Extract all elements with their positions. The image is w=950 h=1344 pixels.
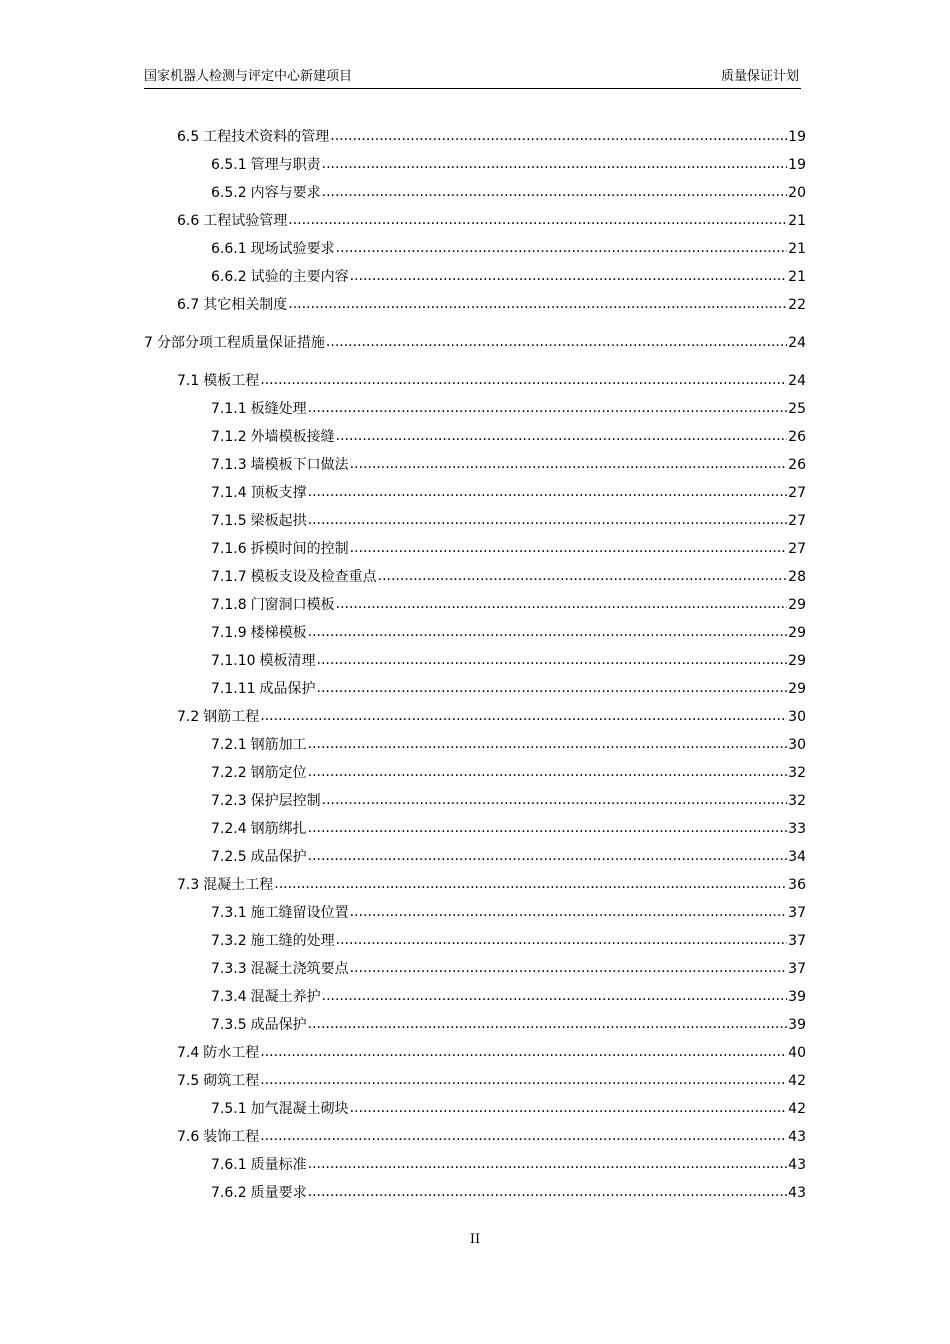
toc-entry-title: 顶板支撑 bbox=[250, 485, 307, 501]
toc-entry-title: 混凝土浇筑要点 bbox=[250, 961, 349, 977]
toc-entry[interactable] bbox=[211, 847, 806, 867]
toc-entry[interactable] bbox=[211, 987, 806, 1007]
toc-dot-leader bbox=[308, 1182, 788, 1202]
toc-entry-page: 19 bbox=[788, 157, 806, 173]
toc-entry-number: 7.1.1 bbox=[211, 401, 247, 417]
toc-entry-page: 42 bbox=[788, 1101, 806, 1117]
toc-entry-number: 7.3.2 bbox=[211, 933, 247, 949]
toc-entry[interactable] bbox=[177, 1043, 806, 1063]
toc-entry-number: 7.1.9 bbox=[211, 625, 247, 641]
toc-entry-title: 工程技术资料的管理 bbox=[203, 129, 330, 145]
toc-dot-leader bbox=[322, 790, 788, 810]
toc-entry-title: 模板清理 bbox=[259, 653, 316, 669]
toc-entry[interactable] bbox=[177, 875, 806, 895]
toc-dot-leader bbox=[336, 426, 788, 446]
toc-entry-title: 装饰工程 bbox=[203, 1129, 260, 1145]
toc-entry[interactable] bbox=[211, 679, 806, 699]
toc-entry[interactable] bbox=[177, 1127, 806, 1147]
toc-entry-page: 29 bbox=[788, 653, 806, 669]
toc-dot-leader bbox=[317, 650, 788, 670]
toc-entry-page: 32 bbox=[788, 793, 806, 809]
toc-entry[interactable] bbox=[211, 267, 806, 287]
toc-entry-number: 7.1.3 bbox=[211, 457, 247, 473]
toc-entry-number: 6.6 bbox=[177, 213, 200, 229]
toc-entry-title: 成品保护 bbox=[250, 849, 307, 865]
toc-entry-page: 42 bbox=[788, 1073, 806, 1089]
toc-entry-title: 工程试验管理 bbox=[203, 213, 288, 229]
toc-entry-page: 37 bbox=[788, 905, 806, 921]
toc-entry-number: 7.5 bbox=[177, 1073, 200, 1089]
toc-entry-title: 混凝土养护 bbox=[250, 989, 321, 1005]
toc-dot-leader bbox=[308, 846, 788, 866]
toc-entry-title: 保护层控制 bbox=[250, 793, 321, 809]
toc-entry[interactable] bbox=[211, 399, 806, 419]
toc-dot-leader bbox=[317, 678, 788, 698]
toc-entry-page: 43 bbox=[788, 1129, 806, 1145]
toc-dot-leader bbox=[308, 762, 788, 782]
toc-entry-number: 7.3.5 bbox=[211, 1017, 247, 1033]
toc-entry-number: 6.5.2 bbox=[211, 185, 247, 201]
toc-entry-title: 内容与要求 bbox=[250, 185, 321, 201]
toc-entry-title: 墙模板下口做法 bbox=[250, 457, 349, 473]
toc-entry-title: 加气混凝土砌块 bbox=[250, 1101, 349, 1117]
toc-dot-leader bbox=[322, 182, 788, 202]
toc-dot-leader bbox=[336, 238, 788, 258]
toc-entry-title: 钢筋工程 bbox=[203, 709, 260, 725]
toc-entry-title: 防水工程 bbox=[203, 1045, 260, 1061]
toc-entry[interactable] bbox=[177, 295, 806, 315]
toc-entry-number: 7.3.4 bbox=[211, 989, 247, 1005]
toc-entry-number: 7.1.7 bbox=[211, 569, 247, 585]
toc-entry-title: 施工缝留设位置 bbox=[250, 905, 349, 921]
toc-dot-leader bbox=[288, 294, 787, 314]
toc-entry[interactable] bbox=[211, 1183, 806, 1203]
toc-entry-title: 板缝处理 bbox=[250, 401, 307, 417]
toc-entry-number: 7.6.2 bbox=[211, 1185, 247, 1201]
toc-entry-title: 拆模时间的控制 bbox=[250, 541, 349, 557]
toc-entry-number: 7.3.1 bbox=[211, 905, 247, 921]
toc-entry-number: 7.1.6 bbox=[211, 541, 247, 557]
toc-entry[interactable] bbox=[211, 595, 806, 615]
toc-entry-page: 24 bbox=[788, 335, 806, 351]
toc-entry-title: 成品保护 bbox=[250, 1017, 307, 1033]
toc-entry-page: 37 bbox=[788, 961, 806, 977]
toc-dot-leader bbox=[322, 986, 788, 1006]
toc-dot-leader bbox=[260, 706, 787, 726]
toc-entry-page: 29 bbox=[788, 625, 806, 641]
toc-dot-leader bbox=[336, 594, 788, 614]
toc-entry[interactable] bbox=[177, 707, 806, 727]
toc-entry-number: 6.6.2 bbox=[211, 269, 247, 285]
toc-entry-page: 40 bbox=[788, 1045, 806, 1061]
toc-entry-number: 7.4 bbox=[177, 1045, 200, 1061]
toc-entry[interactable] bbox=[211, 763, 806, 783]
toc-entry-number: 6.5.1 bbox=[211, 157, 247, 173]
toc-entry[interactable] bbox=[144, 333, 806, 353]
toc-entry-page: 25 bbox=[788, 401, 806, 417]
toc-entry-page: 29 bbox=[788, 597, 806, 613]
toc-entry-number: 7.2.4 bbox=[211, 821, 247, 837]
toc-dot-leader bbox=[308, 734, 788, 754]
toc-entry-page: 20 bbox=[788, 185, 806, 201]
toc-entry-page: 22 bbox=[788, 297, 806, 313]
toc-dot-leader bbox=[350, 902, 788, 922]
toc-dot-leader bbox=[350, 266, 788, 286]
toc-entry[interactable] bbox=[211, 483, 806, 503]
toc-entry-number: 7.1 bbox=[177, 373, 200, 389]
header-document-title: 质量保证计划 bbox=[720, 69, 799, 84]
toc-entry-title: 钢筋加工 bbox=[250, 737, 307, 753]
toc-entry-number: 6.7 bbox=[177, 297, 200, 313]
toc-entry-number: 7.2.2 bbox=[211, 765, 247, 781]
toc-entry-page: 28 bbox=[788, 569, 806, 585]
toc-entry-page: 27 bbox=[788, 541, 806, 557]
toc-entry[interactable] bbox=[211, 1099, 806, 1119]
toc-entry-page: 21 bbox=[788, 241, 806, 257]
toc-entry-title: 质量标准 bbox=[250, 1157, 307, 1173]
toc-entry-title: 分部分项工程质量保证措施 bbox=[156, 335, 325, 351]
toc-entry[interactable] bbox=[211, 651, 806, 671]
toc-dot-leader bbox=[308, 482, 788, 502]
toc-entry-page: 30 bbox=[788, 709, 806, 725]
toc-entry-number: 7.2 bbox=[177, 709, 200, 725]
toc-entry-title: 外墙模板接缝 bbox=[250, 429, 335, 445]
toc-entry[interactable] bbox=[211, 931, 806, 951]
toc-entry-number: 7.3.3 bbox=[211, 961, 247, 977]
toc-entry[interactable] bbox=[211, 1155, 806, 1175]
toc-entry-title: 试验的主要内容 bbox=[250, 269, 349, 285]
toc-entry-page: 24 bbox=[788, 373, 806, 389]
toc-dot-leader bbox=[308, 1014, 788, 1034]
toc-entry-title: 钢筋定位 bbox=[250, 765, 307, 781]
toc-entry[interactable] bbox=[211, 455, 806, 475]
toc-entry-number: 7.2.3 bbox=[211, 793, 247, 809]
toc-entry[interactable] bbox=[177, 127, 806, 147]
toc-dot-leader bbox=[350, 958, 788, 978]
toc-entry[interactable] bbox=[211, 735, 806, 755]
toc-entry-title: 成品保护 bbox=[259, 681, 316, 697]
toc-entry-page: 27 bbox=[788, 513, 806, 529]
toc-dot-leader bbox=[260, 1042, 787, 1062]
toc-entry-number: 7 bbox=[144, 335, 153, 351]
toc-entry-number: 7.1.2 bbox=[211, 429, 247, 445]
toc-entry-title: 施工缝的处理 bbox=[250, 933, 335, 949]
toc-entry-number: 6.5 bbox=[177, 129, 200, 145]
toc-entry[interactable] bbox=[211, 511, 806, 531]
toc-entry-title: 钢筋绑扎 bbox=[250, 821, 307, 837]
toc-dot-leader bbox=[336, 930, 788, 950]
toc-entry-number: 7.2.1 bbox=[211, 737, 247, 753]
toc-dot-leader bbox=[350, 538, 788, 558]
toc-dot-leader bbox=[326, 332, 787, 352]
toc-entry[interactable] bbox=[177, 371, 806, 391]
toc-entry-page: 43 bbox=[788, 1185, 806, 1201]
toc-dot-leader bbox=[260, 370, 787, 390]
toc-dot-leader bbox=[330, 126, 787, 146]
toc-entry-title: 砌筑工程 bbox=[203, 1073, 260, 1089]
toc-entry-title: 其它相关制度 bbox=[203, 297, 288, 313]
toc-entry[interactable] bbox=[211, 427, 806, 447]
toc-entry-page: 37 bbox=[788, 933, 806, 949]
toc-dot-leader bbox=[260, 1070, 787, 1090]
header-project-title: 国家机器人检测与评定中心新建项目 bbox=[144, 69, 353, 84]
toc-entry-title: 门窗洞口模板 bbox=[250, 597, 335, 613]
toc-entry-number: 7.1.11 bbox=[211, 681, 256, 697]
toc-entry-page: 29 bbox=[788, 681, 806, 697]
toc-entry-title: 现场试验要求 bbox=[250, 241, 335, 257]
toc-entry-title: 梁板起拱 bbox=[250, 513, 307, 529]
toc-entry-page: 43 bbox=[788, 1157, 806, 1173]
toc-entry-page: 26 bbox=[788, 457, 806, 473]
toc-entry-page: 36 bbox=[788, 877, 806, 893]
toc-dot-leader bbox=[308, 398, 788, 418]
toc-entry-page: 26 bbox=[788, 429, 806, 445]
toc-entry[interactable] bbox=[211, 791, 806, 811]
toc-entry[interactable] bbox=[211, 623, 806, 643]
page-number: II bbox=[469, 1232, 481, 1247]
toc-entry[interactable] bbox=[177, 211, 806, 231]
toc-entry-title: 模板支设及检查重点 bbox=[250, 569, 377, 585]
toc-dot-leader bbox=[378, 566, 788, 586]
toc-entry-page: 39 bbox=[788, 1017, 806, 1033]
toc-entry[interactable] bbox=[211, 959, 806, 979]
toc-entry-page: 21 bbox=[788, 213, 806, 229]
toc-entry-number: 7.3 bbox=[177, 877, 200, 893]
toc-entry-page: 27 bbox=[788, 485, 806, 501]
toc-entry-number: 7.6 bbox=[177, 1129, 200, 1145]
toc-entry-title: 混凝土工程 bbox=[203, 877, 274, 893]
toc-entry-number: 7.6.1 bbox=[211, 1157, 247, 1173]
toc-entry-page: 19 bbox=[788, 129, 806, 145]
toc-entry-number: 7.1.5 bbox=[211, 513, 247, 529]
toc-entry[interactable] bbox=[211, 239, 806, 259]
toc-entry-page: 21 bbox=[788, 269, 806, 285]
toc-dot-leader bbox=[322, 154, 788, 174]
toc-entry[interactable] bbox=[211, 539, 806, 559]
toc-entry-title: 管理与职责 bbox=[250, 157, 321, 173]
toc-entry-page: 30 bbox=[788, 737, 806, 753]
toc-dot-leader bbox=[308, 510, 788, 530]
toc-entry-title: 楼梯模板 bbox=[250, 625, 307, 641]
toc-entry-number: 7.5.1 bbox=[211, 1101, 247, 1117]
toc-dot-leader bbox=[308, 622, 788, 642]
toc-entry-number: 7.1.8 bbox=[211, 597, 247, 613]
toc-entry[interactable] bbox=[177, 1071, 806, 1091]
toc-dot-leader bbox=[288, 210, 787, 230]
toc-entry-page: 33 bbox=[788, 821, 806, 837]
toc-dot-leader bbox=[350, 1098, 788, 1118]
toc-dot-leader bbox=[308, 1154, 788, 1174]
toc-entry[interactable] bbox=[211, 819, 806, 839]
toc-entry[interactable] bbox=[211, 155, 806, 175]
toc-entry-number: 7.1.4 bbox=[211, 485, 247, 501]
toc-entry-title: 质量要求 bbox=[250, 1185, 307, 1201]
toc-dot-leader bbox=[308, 818, 788, 838]
toc-entry-page: 34 bbox=[788, 849, 806, 865]
toc-entry-page: 39 bbox=[788, 989, 806, 1005]
toc-entry[interactable] bbox=[211, 1015, 806, 1035]
toc-entry-page: 32 bbox=[788, 765, 806, 781]
toc-entry[interactable] bbox=[211, 903, 806, 923]
toc-entry[interactable] bbox=[211, 183, 806, 203]
toc-entry-title: 模板工程 bbox=[203, 373, 260, 389]
toc-entry[interactable] bbox=[211, 567, 806, 587]
toc-dot-leader bbox=[260, 1126, 787, 1146]
toc-dot-leader bbox=[350, 454, 788, 474]
toc-entry-number: 7.2.5 bbox=[211, 849, 247, 865]
toc-entry-number: 6.6.1 bbox=[211, 241, 247, 257]
toc-dot-leader bbox=[274, 874, 787, 894]
toc-entry-number: 7.1.10 bbox=[211, 653, 256, 669]
